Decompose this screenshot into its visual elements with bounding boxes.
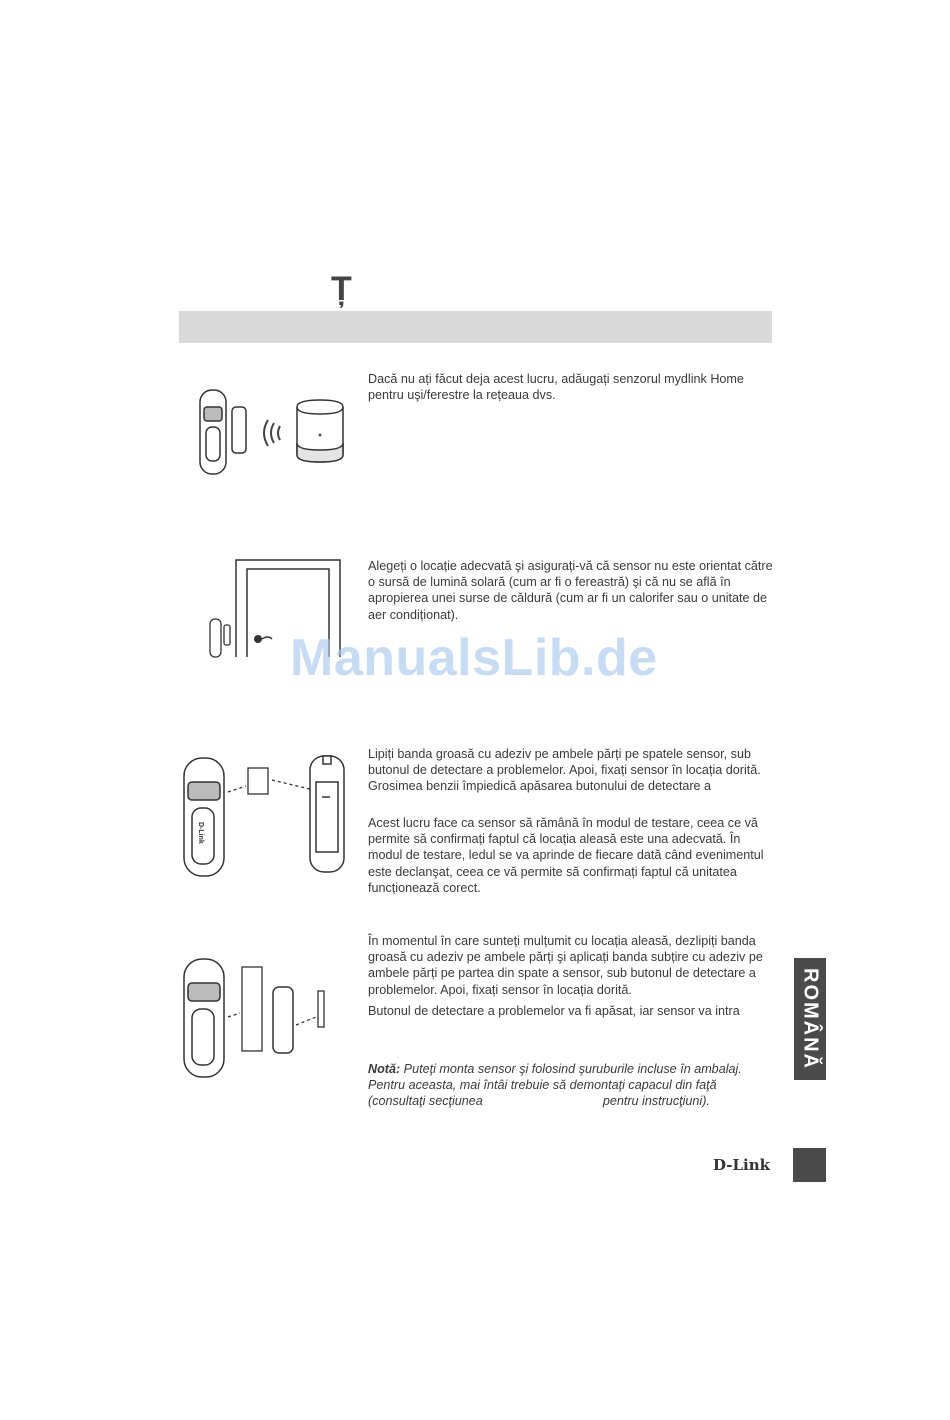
note-body: Puteţi monta sensor şi folosind şuruburile incluse în ambalaj. Pentru aceasta, mai întâi trebuie să demontaţi capacul din faţă (consultaţi secţiunea [368, 1062, 742, 1109]
page-number-box [793, 1148, 826, 1182]
sensor-front-view [184, 758, 224, 876]
language-tab: ROMÂNĂ [794, 958, 826, 1080]
brand-logo: D-Link [713, 1156, 771, 1174]
note-text [368, 1061, 776, 1110]
step3-text: Lipiți banda groasă cu adeziv pe ambele părți pe spatele sensor, sub butonul de detectare a problemelor. Apoi, fixați sensor în locația dorită. Grosimea benzii împiedică apăsarea butonului de detectare a [368, 747, 761, 794]
step1-add-sensor-illustration [190, 385, 355, 480]
note-label: Notă: [368, 1062, 401, 1076]
step4-thin-tape-illustration [180, 955, 340, 1083]
sensor-back-view [310, 756, 344, 872]
wireless-signal-icon [264, 420, 280, 446]
motion-sensor-device [200, 390, 226, 474]
mounted-sensor [210, 619, 230, 657]
step4-button-text: Butonul de detectare a problemelor va fi apăsat, iar sensor va intra [368, 1004, 740, 1018]
thin-tape-small [318, 991, 324, 1027]
magnet-part [232, 407, 246, 453]
sensor-front-view [184, 959, 224, 1077]
hub-device [297, 400, 343, 462]
step3-thick-tape-illustration [180, 752, 350, 880]
thin-tape-large [242, 967, 262, 1051]
note-tail: pentru instrucţiuni). [602, 1094, 710, 1109]
step2-text: Alegeți o locație adecvată şi asigurați-vă că sensor nu este orientat către o sursă de lumină solară (cum ar fi o fereastră) şi că nu se află în apropierea unei surse de căldură (cum ar fi un calorifer sau o unitate de aer condiționat). [368, 559, 773, 622]
step4-text: În momentul în care sunteți mulțumit cu locația aleasă, dezlipiți banda groasă cu adeziv pe ambele părți şi aplicați banda subțire cu adeziv pe ambele părți pe partea din spate a sensor, sub butonul de detectare a problemelor. Apoi, fixați sensor în locația dorită. [368, 934, 763, 997]
magnet-part [273, 987, 293, 1053]
device-brand-label: D-Link [197, 822, 204, 844]
thick-tape [248, 768, 268, 794]
door-handle-icon [254, 635, 272, 643]
section-title-bar [179, 311, 772, 343]
step1-text: Dacă nu ați făcut deja acest lucru, adăugați senzorul mydlink Home pentru uşi/ferestre la rețeaua dvs. [368, 372, 744, 403]
watermark: ManualsLib.de [290, 629, 658, 687]
step3-test-mode-text: Acest lucru face ca sensor să rămână în modul de testare, ceea ce vă permite să confirmați faptul că locația aleasă este una adecvată. În modul de testare, ledul se va aprinde de fiecare dată când evenimentul este declanşat, ceea ce vă permite să confirmați faptul că unitatea funcționează corect. [368, 816, 764, 895]
section-heading: Ț [331, 270, 352, 308]
